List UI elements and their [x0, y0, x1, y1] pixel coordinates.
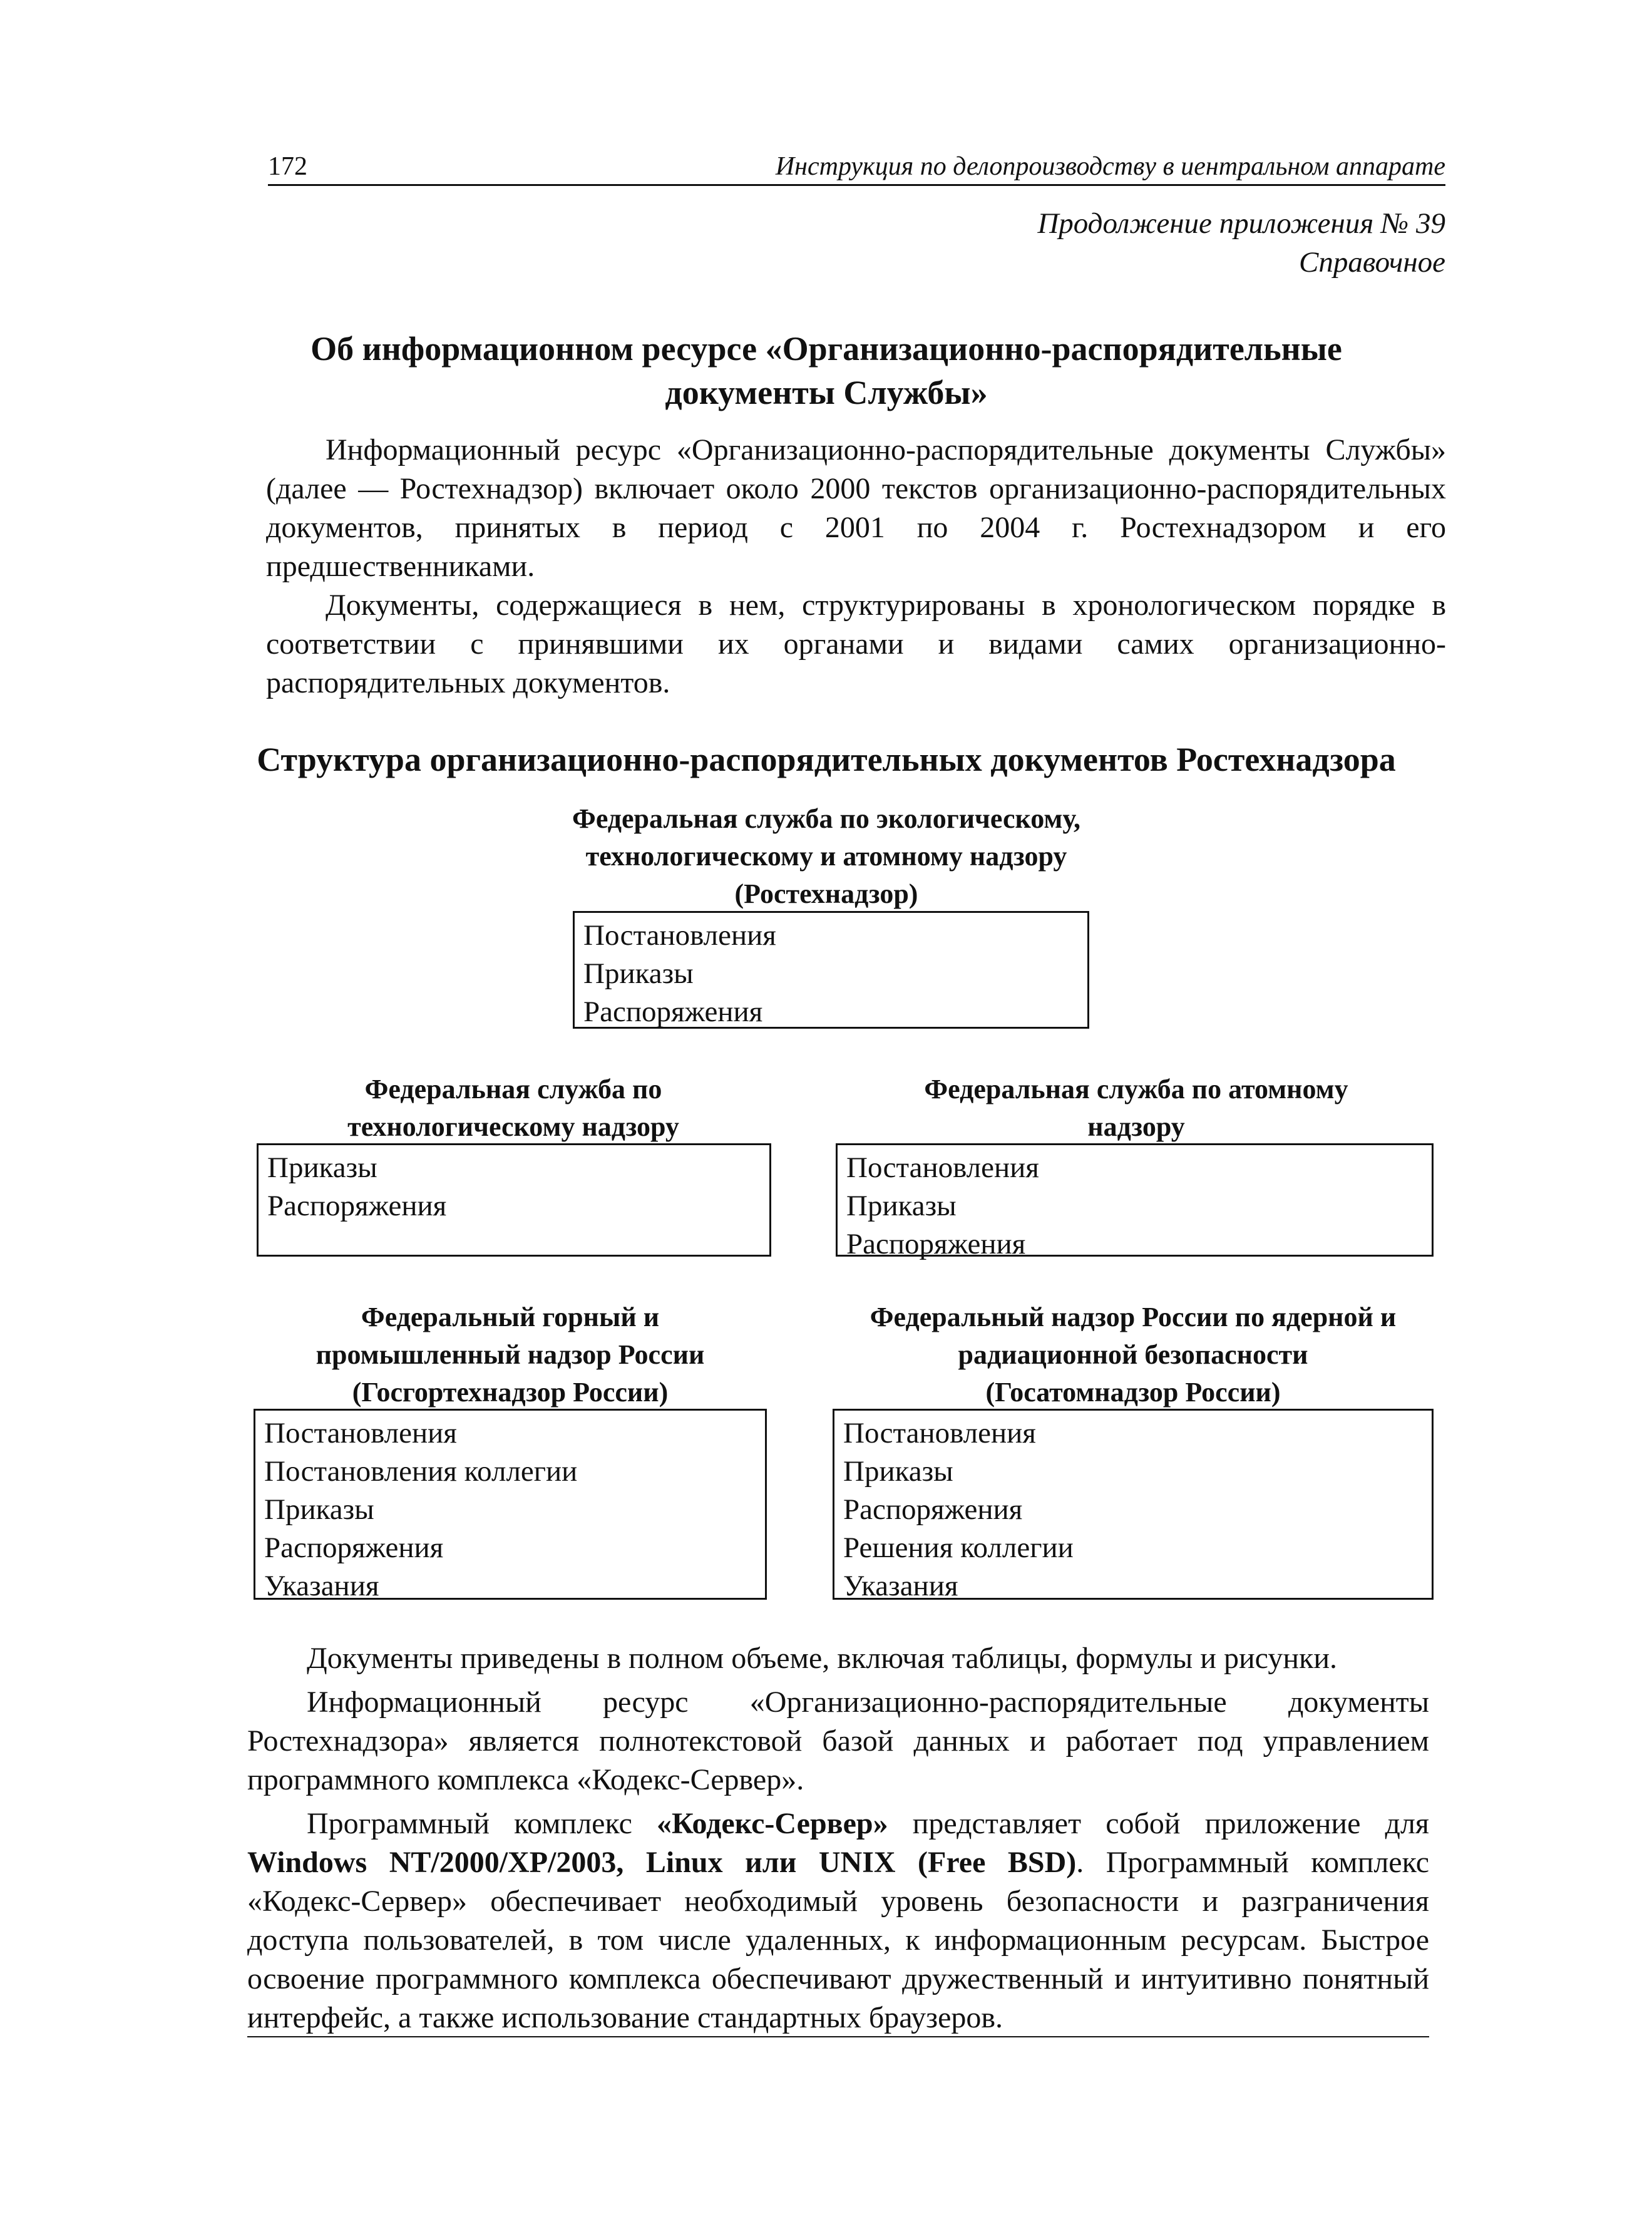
doc-types-box-atom-nadzor [836, 1143, 1434, 1260]
document-title-line1: Об информационном ресурсе «Организационно-распорядительные [310, 330, 1342, 368]
org-title-gosatomnadzor [820, 1299, 1446, 1411]
page-number: 172 [268, 152, 307, 181]
doc-type-item: Распоряжения [264, 1531, 444, 1564]
doc-type-item: Приказы [583, 957, 694, 990]
intro-paragraph-2: Документы, содержащиеся в нем, структурированы в хронологическом порядке в соответствии с принявшими их органами и видами самих организационно-распорядительных документов. [266, 589, 1446, 699]
bottom-p3-text-a: Программный комплекс [307, 1807, 657, 1840]
bottom-p3-text-e: . Программный комплекс «Кодекс-Сервер» обеспечивает необходимый уровень безопасности и разграничения доступа пользователей, в том числе удаленных, к информационным ресурсам. Быстрое освоение программного комплекса обеспечивают дружественный и интуитивно понятный интерфейс, а также использование стандартных браузеров. [247, 1846, 1429, 2034]
org-title-line2: промышленный надзор России [316, 1339, 705, 1370]
doc-type-item: Постановления коллегии [264, 1455, 578, 1488]
doc-type-item: Постановления [583, 919, 776, 952]
bottom-p3-product-name: «Кодекс-Сервер» [657, 1807, 888, 1840]
appendix-label: Продолжение приложения № 39 [1037, 207, 1445, 240]
doc-type-item: Приказы [264, 1493, 374, 1526]
org-title-line1: Федеральный горный и [361, 1302, 660, 1332]
doc-types-box-tech-nadzor [257, 1143, 771, 1257]
org-title-line1: Федеральная служба по атомному [924, 1074, 1348, 1104]
doc-types-box-gosgortekhnadzor [254, 1409, 767, 1600]
doc-type-item: Указания [843, 1570, 958, 1602]
doc-type-item: Распоряжения [843, 1493, 1023, 1526]
org-title-line2: технологическому надзору [347, 1111, 679, 1142]
document-title-line2: документы Службы» [665, 374, 988, 411]
org-title-line3: (Ростехнадзор) [734, 878, 918, 909]
org-title-atom-nadzor [836, 1071, 1437, 1146]
org-title-line2: надзору [1087, 1111, 1185, 1142]
doc-type-item: Распоряжения [846, 1228, 1026, 1260]
bottom-text [247, 1639, 1429, 2042]
doc-type-item: Решения коллегии [843, 1531, 1074, 1564]
header-rule [268, 184, 1445, 186]
document-title [207, 327, 1446, 414]
org-title-line2: радиационной безопасности [958, 1339, 1308, 1370]
org-title-line1: Федеральная служба по экологическому, [572, 803, 1080, 834]
doc-type-item: Постановления [843, 1417, 1036, 1449]
doc-type-item: Приказы [846, 1190, 957, 1222]
doc-type-item: Указания [264, 1570, 379, 1602]
doc-type-item: Распоряжения [583, 996, 763, 1028]
running-title: Инструкция по делопроизводству в иентральном аппарате [775, 152, 1445, 181]
bottom-p3-platforms: Windows NT/2000/XP/2003, Linux или UNIX (Free BSD) [247, 1846, 1077, 1879]
bottom-paragraph-1: Документы приведены в полном объеме, включая таблицы, формулы и рисунки. [307, 1642, 1338, 1675]
org-title-rostekhnadzor [476, 800, 1177, 913]
doc-type-item: Приказы [843, 1455, 953, 1488]
org-title-tech-nadzor [257, 1071, 770, 1146]
org-title-line1: Федеральная служба по [364, 1074, 662, 1104]
intro-text [266, 431, 1446, 703]
doc-types-box-gosatomnadzor [833, 1409, 1434, 1600]
doc-type-item: Распоряжения [267, 1190, 447, 1222]
doc-type-item: Постановления [264, 1417, 457, 1449]
org-title-gosgortekhnadzor [250, 1299, 770, 1411]
org-title-line1: Федеральный надзор России по ядерной и [870, 1302, 1397, 1332]
doc-type-item: Постановления [846, 1151, 1039, 1184]
bottom-rule [247, 2036, 1429, 2037]
intro-paragraph-1: Информационный ресурс «Организационно-распорядительные документы Службы» (далее — Ростехнадзор) включает около 2000 текстов организационно-распорядительных документов, принятых в период с 2001 по 2004 г. Ростехнадзором и его предшественниками. [266, 433, 1446, 583]
doc-types-box-rostekhnadzor [573, 911, 1089, 1029]
structure-title: Структура организационно-распорядительных документов Ростехнадзора [257, 741, 1396, 778]
doc-type-item: Приказы [267, 1151, 377, 1184]
org-title-line3: (Госатомнадзор России) [985, 1377, 1281, 1408]
appendix-type: Справочное [1298, 246, 1445, 279]
bottom-paragraph-2: Информационный ресурс «Организационно-распорядительные документы Ростехнадзора» является полнотекстовой базой данных и работает под управлением программного комплекса «Кодекс-Сервер». [247, 1686, 1429, 1796]
bottom-paragraph-3 [247, 1804, 1429, 2037]
org-title-line2: технологическому и атомному надзору [585, 841, 1067, 872]
org-title-line3: (Госгортехнадзор России) [352, 1377, 669, 1408]
bottom-p3-text-c: представляет собой приложение для [888, 1807, 1429, 1840]
